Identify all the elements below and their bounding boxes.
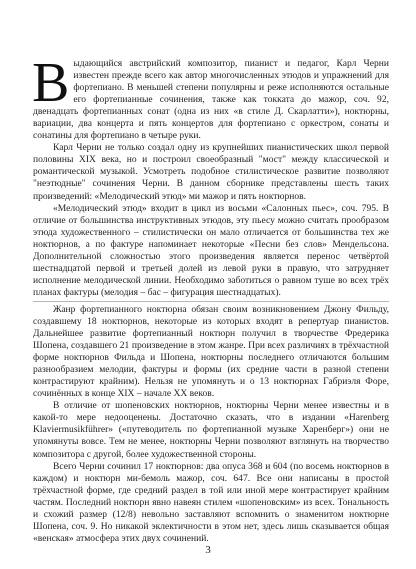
paragraph-nocturne-count: Всего Черни сочинил 17 ноктюрнов: два опуса 368 и 604 (по восемь ноктюрнов в каждом) и ноктюрн ми-бемоль мажор, соч. 647. Все они написаны в простой трёхчастной форме, где средний раздел в той или иной мере контрастирует крайним частям. Последний ноктюрн явно навеян стилем «шопеновским» из всех. Тональность и схожий размер (12/8) невольно заставляют вспомнить о знаменитом ноктюрне Шопена, соч. 9. Но никакой эклектичности в этом нет, здесь лишь сказывается общая «венская» атмосфера этих двух сочинений.: [33, 460, 389, 544]
paragraph-melodic-etude: «Мелодический этюд» входит в цикл из восьми «Салонных пьес», соч. 795. В отличие от большинства инструктивных этюдов, эту пьесу можно считать прообразом этюда художественного – стилистически он мало отличается от большинства тех же ноктюрнов, а по фактуре напоминает некоторые «Песни без слов» Мендельсона. Дополнительной сложностью этого произведения является перенос четвёртой шестнадцатой первой и третьей долей из левой руки в правую, что затрудняет исполнение мелодической линии. Необходимо заботиться о равном туше во всех трёх планах фактуры (мелодия – бас – фигурация шестнадцатых).: [33, 202, 389, 298]
paragraph-nocturne-genre: Жанр фортепианного ноктюрна обязан своим возникновением Джону Фильду, создавшему 18 ноктюрнов, некоторые из которых входят в репертуар пианистов. Дальнейшее развитие фортепианный ноктюрн получил в творчестве Фредерика Шопена, создавшего 21 произведение в этом жанре. При всех различиях в трёхчастной форме ноктюрнов Фильда и Шопена, ноктюрны последнего отличаются большим разнообразием мелодии, фактуры и формы (их средние части в разной степени контрастируют крайним). Нельзя не упомянуть и о 13 ноктюрнах Габриэля Форе, сочинённых в конце XIX – начале XX веков.: [33, 303, 389, 400]
document-body: [32, 52, 389, 545]
drop-cap: В: [32, 52, 70, 114]
page-number: 3: [205, 544, 211, 556]
paragraph-bridge: Карл Черни не только создал одну из крупнейших пианистических школ первой половины XIX века, но и построил своеобразный "мост" между классической и романтической музыкой. Усмотреть подобное стилистическое развитие позволяют "неэтюдные" сочинения Черни. В данном сборнике представлены шесть таких произведений: «Мелодический этюд» ми мажор и пять ноктюрнов.: [33, 142, 389, 202]
section-divider: [33, 301, 389, 302]
paragraph-intro: ыдающийся австрийский композитор, пианист и педагог, Карл Черни известен прежде всего как автор многочисленных этюдов и упражнений для фортепиано. В меньшей степени популярны и реже исполняются остальные его фортепианные сочинения, также как токката до мажор, соч. 92, двенадцать фортепианных сонат (одна из них «в стиле Д. Скарлатти»), ноктюрны, вариации, два концерта и пять концертов для фортепиано с оркестром, сонаты и сонатины для фортепиано в четыре руки.: [33, 58, 389, 142]
paragraph-czerny-nocturnes: В отличие от шопеновских ноктюрнов, ноктюрны Черни менее известны и в какой-то мере недооценены. Достаточно сказать, что в издании «Harenberg Klaviermusikführer» («путеводитель по фортепианной музыке Харенберг») они не упомянуты вовсе. Тем не менее, ноктюрны Черни позволяют взглянуть на творчество композитора с другой, более художественной стороны.: [33, 400, 389, 460]
